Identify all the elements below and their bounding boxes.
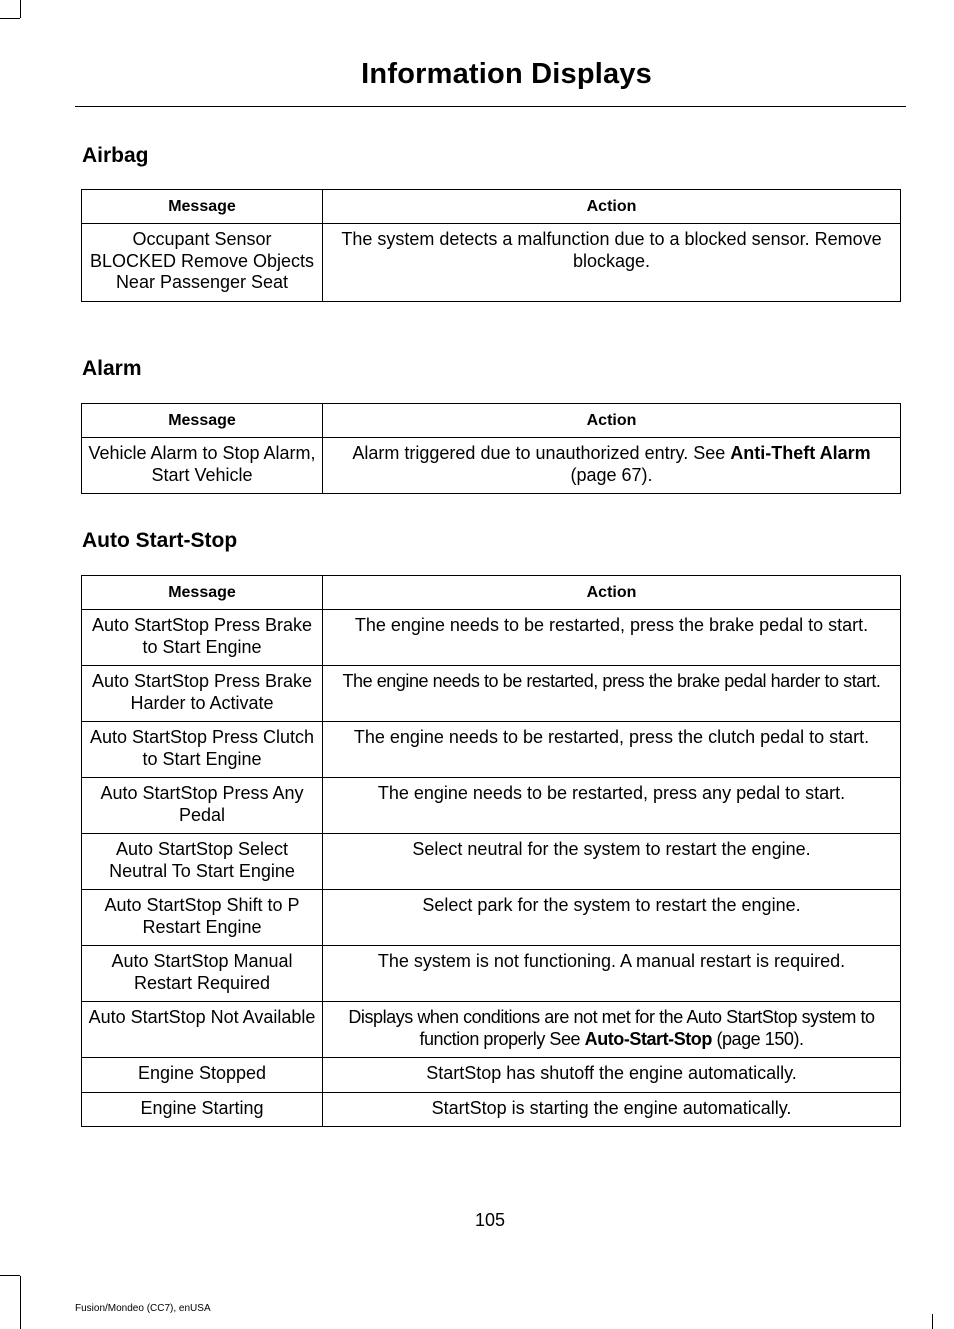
message-cell: Occupant Sensor BLOCKED Remove Objects Near Passenger Seat	[82, 224, 323, 302]
section-heading-auto-start-stop: Auto Start-Stop	[82, 529, 238, 552]
action-cell: StartStop has shutoff the engine automatically.	[323, 1058, 901, 1093]
table-row	[82, 1002, 901, 1058]
auto-start-stop-table	[81, 575, 901, 1127]
crop-mark	[0, 18, 20, 19]
airbag-table	[81, 189, 901, 302]
message-cell: Engine Starting	[82, 1092, 323, 1127]
message-cell: Auto StartStop Manual Restart Required	[82, 946, 323, 1002]
footer-code: Fusion/Mondeo (CC7), enUSA	[75, 1303, 211, 1314]
table-row	[82, 438, 901, 494]
action-cell	[323, 438, 901, 494]
message-cell: Auto StartStop Press Brake to Start Engine	[82, 610, 323, 666]
table-header-row	[82, 190, 901, 224]
action-cell: The engine needs to be restarted, press the clutch pedal to start.	[323, 722, 901, 778]
action-cell: The engine needs to be restarted, press the brake pedal to start.	[323, 610, 901, 666]
message-cell: Auto StartStop Press Clutch to Start Engine	[82, 722, 323, 778]
section-heading-airbag: Airbag	[82, 144, 149, 167]
message-cell: Auto StartStop Press Any Pedal	[82, 778, 323, 834]
page-reference: (page 150).	[711, 1028, 804, 1049]
column-header-action: Action	[323, 190, 901, 224]
action-cell: Select neutral for the system to restart the engine.	[323, 834, 901, 890]
action-cell: The engine needs to be restarted, press the brake pedal harder to start.	[323, 666, 901, 722]
table-row	[82, 946, 901, 1002]
column-header-action: Action	[323, 576, 901, 610]
column-header-action: Action	[323, 404, 901, 438]
table-row	[82, 834, 901, 890]
message-cell: Auto StartStop Press Brake Harder to Activate	[82, 666, 323, 722]
action-cell: The engine needs to be restarted, press any pedal to start.	[323, 778, 901, 834]
page-reference: (page 67).	[570, 464, 653, 485]
column-header-message: Message	[82, 576, 323, 610]
table-row	[82, 1058, 901, 1093]
page-title: Information Displays	[361, 58, 652, 90]
table-header-row	[82, 404, 901, 438]
title-divider	[75, 106, 906, 107]
crop-mark	[932, 1314, 933, 1329]
table-row	[82, 666, 901, 722]
action-cell: The system is not functioning. A manual restart is required.	[323, 946, 901, 1002]
message-cell: Vehicle Alarm to Stop Alarm, Start Vehicle	[82, 438, 323, 494]
message-cell: Auto StartStop Select Neutral To Start Engine	[82, 834, 323, 890]
column-header-message: Message	[82, 190, 323, 224]
table-row	[82, 610, 901, 666]
cross-reference-link[interactable]: Auto-Start-Stop	[584, 1028, 712, 1049]
table-header-row	[82, 576, 901, 610]
message-cell: Auto StartStop Shift to P Restart Engine	[82, 890, 323, 946]
page-number: 105	[474, 1210, 506, 1230]
crop-mark	[20, 1276, 21, 1329]
table-row	[82, 722, 901, 778]
action-text: Alarm triggered due to unauthorized entry. See	[352, 443, 731, 463]
message-cell: Auto StartStop Not Available	[82, 1002, 323, 1058]
crop-mark	[0, 1275, 20, 1276]
table-row	[82, 890, 901, 946]
crop-mark	[20, 0, 21, 18]
action-cell: Select park for the system to restart the engine.	[323, 890, 901, 946]
table-row	[82, 224, 901, 302]
message-cell: Engine Stopped	[82, 1058, 323, 1093]
column-header-message: Message	[82, 404, 323, 438]
action-cell: The system detects a malfunction due to a blocked sensor. Remove blockage.	[323, 224, 901, 302]
table-row	[82, 1092, 901, 1127]
action-text: Displays when conditions are not met for the Auto StartStop system to function properly See	[348, 1007, 875, 1049]
table-row	[82, 778, 901, 834]
action-cell	[323, 1002, 901, 1058]
cross-reference-link[interactable]: Anti-Theft Alarm	[730, 443, 871, 463]
action-cell: StartStop is starting the engine automatically.	[323, 1092, 901, 1127]
section-heading-alarm: Alarm	[82, 357, 142, 380]
alarm-table	[81, 403, 901, 494]
